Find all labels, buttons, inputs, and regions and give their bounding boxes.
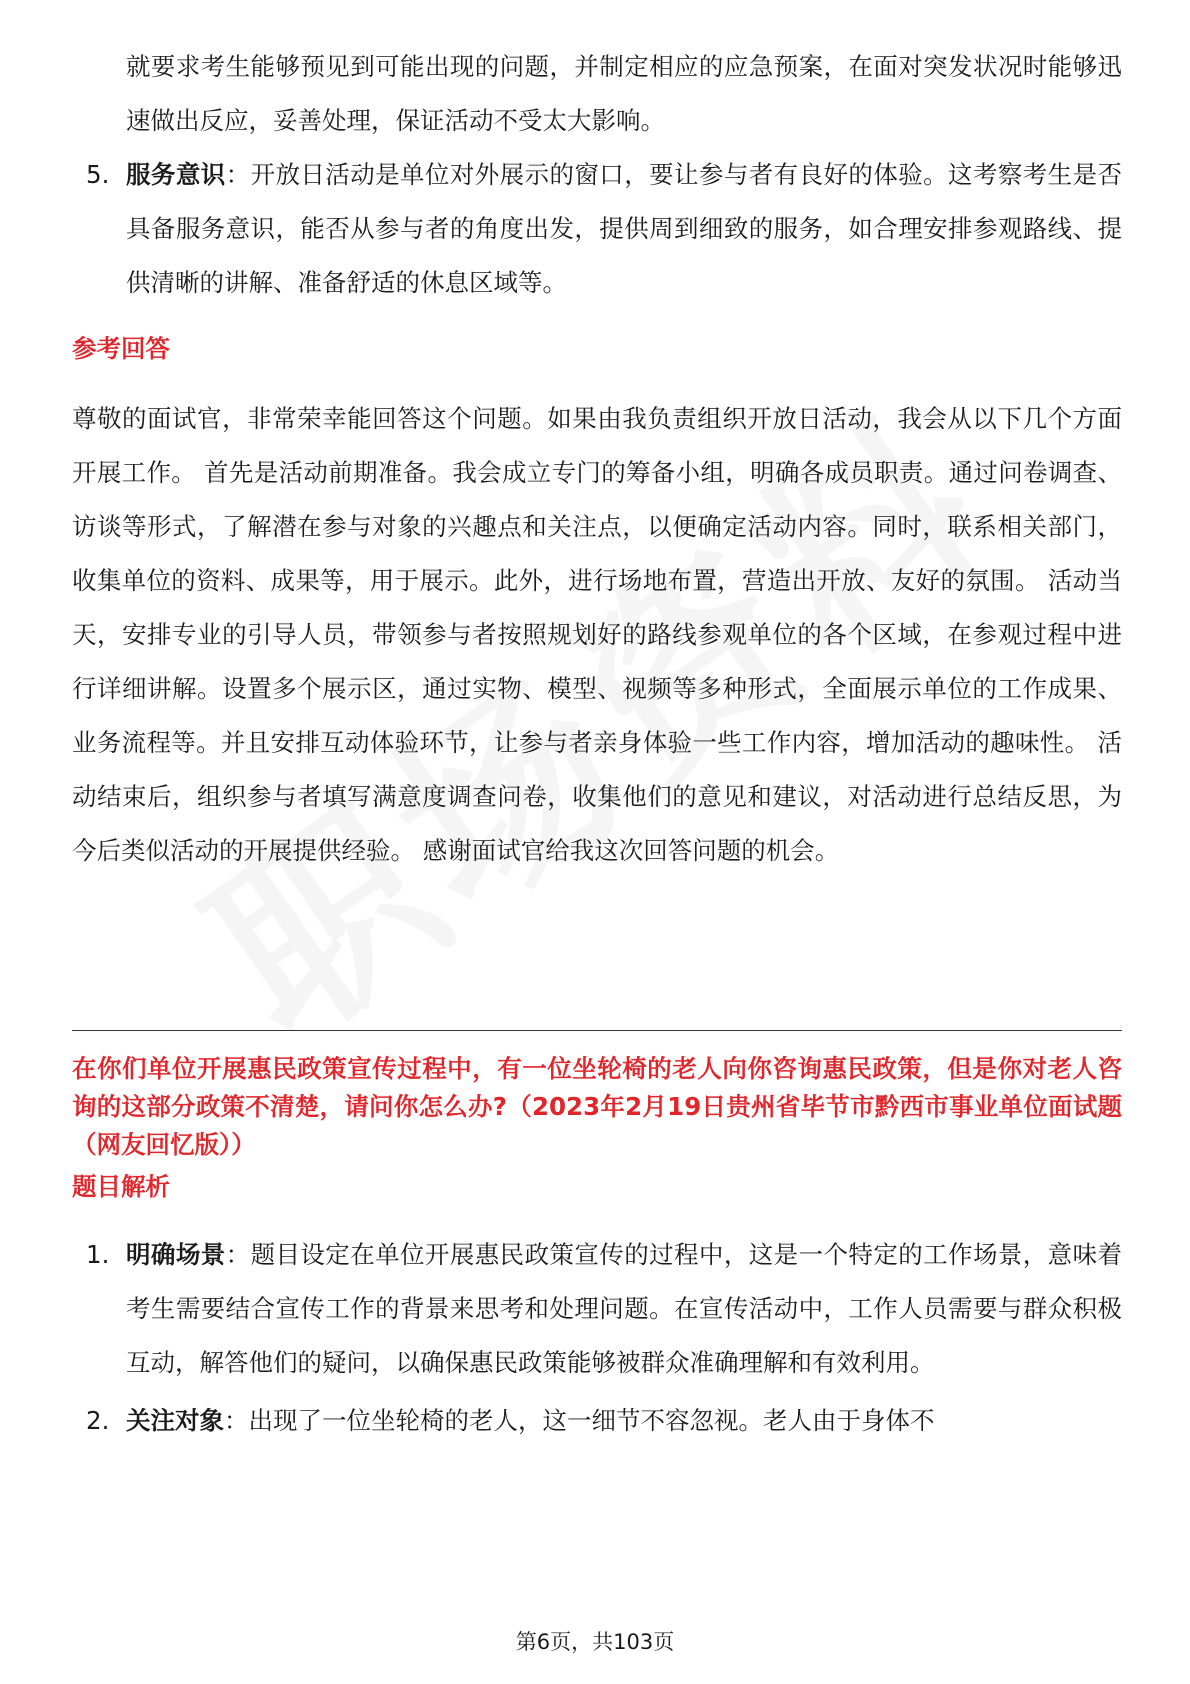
analysis-heading-block [72,1168,1122,1203]
page-footer: 第6页，共103页 [515,1630,675,1654]
list-text: 开放日活动是单位对外展示的窗口，要让参与者有良好的体验。这考察考生是否具备服务意识，能否从参与者的角度出发，提供周到细致的服务，如合理安排参观路线、提供清晰的讲解、准备舒适的休息区域等。 [126,160,1123,297]
list-item [72,1228,1122,1390]
list-number: 2. [86,1406,110,1435]
section-divider [72,1030,1122,1031]
list-term: 明确场景 [126,1240,226,1269]
question-text: 在你们单位开展惠民政策宣传过程中，有一位坐轮椅的老人向你咨询惠民政策，但是你对老人咨询的这部分政策不清楚，请问你怎么办?（2023年2月19日贵州省毕节市黔西市事业单位面试题（网友回忆版）） [72,1054,1122,1159]
list-item [72,1394,1122,1448]
list-colon: ： [225,160,251,189]
reference-heading-block [72,330,1122,365]
question-block [72,1050,1122,1164]
list-term: 关注对象 [126,1406,224,1435]
continuation-text: 就要求考生能够预见到可能出现的问题，并制定相应的应急预案，在面对突发状况时能够迅速做出反应，妥善处理，保证活动不受太大影响。 [126,52,1122,135]
list-number: 1. [86,1240,110,1269]
list-text: 出现了一位坐轮椅的老人，这一细节不容忽视。老人由于身体不 [248,1406,935,1435]
list-colon: ： [225,1240,251,1269]
list-number: 5. [86,160,110,189]
analysis-list [72,1228,1122,1448]
analysis-item-5 [72,148,1122,310]
analysis-heading: 题目解析 [72,1172,170,1201]
list-term: 服务意识 [126,160,226,189]
list-colon: ： [224,1406,249,1435]
list-text: 题目设定在单位开展惠民政策宣传的过程中，这是一个特定的工作场景，意味着考生需要结合宣传工作的背景来思考和处理问题。在宣传活动中，工作人员需要与群众积极互动，解答他们的疑问，以确保惠民政策能够被群众准确理解和有效利用。 [126,1240,1123,1377]
list-item [72,148,1122,310]
continuation-block [72,40,1122,148]
reference-answer-text: 尊敬的面试官，非常荣幸能回答这个问题。如果由我负责组织开放日活动，我会从以下几个方面开展工作。 首先是活动前期准备。我会成立专门的筹备小组，明确各成员职责。通过问卷调查、访谈等形式，了解潜在参与对象的兴趣点和关注点，以便确定活动内容。同时，联系相关部门，收集单位的资料、成果等，用于展示。此外，进行场地布置，营造出开放、友好的氛围。 活动当天，安排专业的引导人员，带领参与者按照规划好的路线参观单位的各个区域，在参观过程中进行详细讲解。设置多个展示区，通过实物、模型、视频等多种形式，全面展示单位的工作成果、业务流程等。并且安排互动体验环节，让参与者亲身体验一些工作内容，增加活动的趣味性。 活动结束后，组织参与者填写满意度调查问卷，收集他们的意见和建议，对活动进行总结反思，为今后类似活动的开展提供经验。 感谢面试官给我这次回答问题的机会。 [72,404,1122,865]
reference-answer-block [72,392,1122,878]
reference-heading: 参考回答 [72,334,170,363]
